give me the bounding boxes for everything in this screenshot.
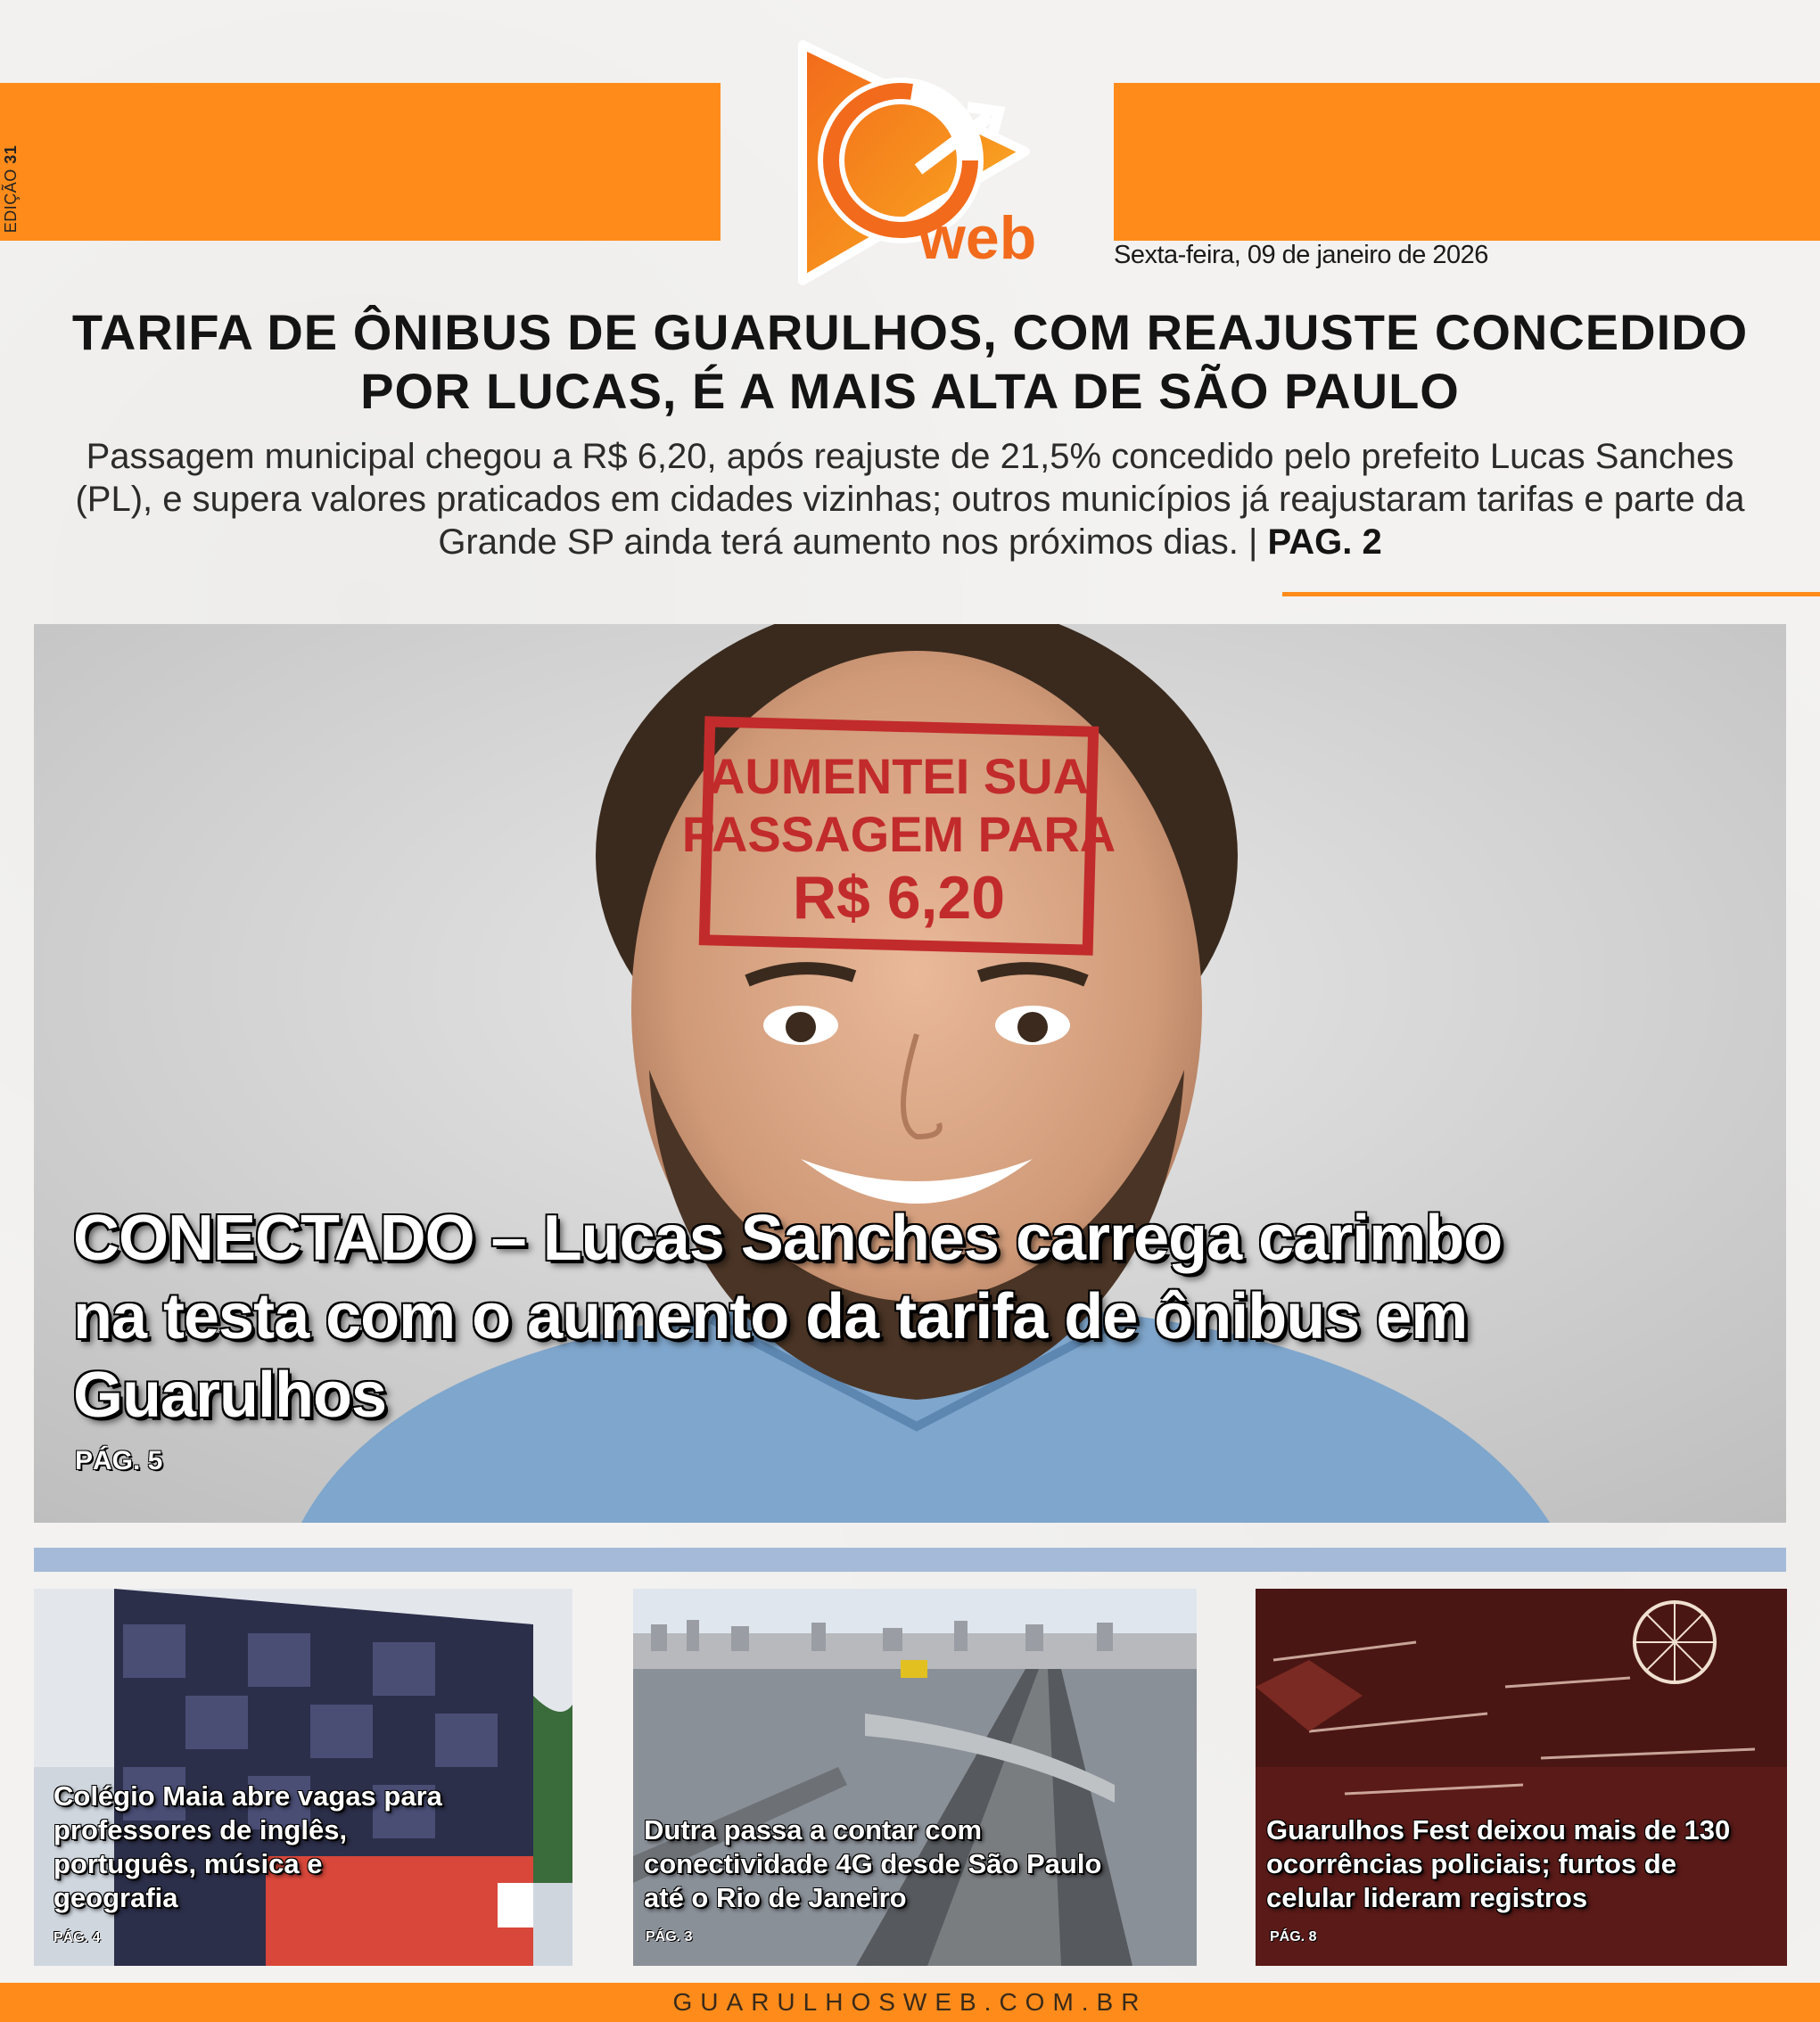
section-rule-orange xyxy=(1282,592,1820,596)
lead-headline-line1: TARIFA DE ÔNIBUS DE GUARULHOS, COM REAJUSTE CONCEDIDO xyxy=(71,304,1749,360)
stamp-line2: PASSAGEM PARA xyxy=(681,806,1116,862)
stamp-line1: AUMENTEI SUA xyxy=(708,748,1090,804)
edition-number: 31 xyxy=(2,144,20,164)
card-page-ref: PÁG. 4 xyxy=(54,1930,101,1945)
card-page-ref: PÁG. 8 xyxy=(1270,1929,1317,1944)
lead-subhead-text: Passagem municipal chegou a R$ 6,20, após reajuste de 21,5% concedido pelo prefeito Lucas Sanches (PL), e supera valores praticados em cidades vizinhas; outros municípios já reajustaram tarifas e parte da Grande SP ainda terá aumento nos próximos dias. | xyxy=(75,437,1745,562)
lead-subhead xyxy=(54,435,1766,563)
lead-page-ref[interactable]: PAG. 2 xyxy=(1267,522,1382,562)
edition-text: EDIÇÃO xyxy=(2,168,20,234)
masthead-bar-right xyxy=(1114,83,1820,241)
card-title: Guarulhos Fest deixou mais de 130 ocorrências policiais; furtos de celular lideram registros xyxy=(1266,1814,1731,1913)
section-rule-blue xyxy=(34,1548,1786,1572)
card-title: Dutra passa a contar com conectividade 4G desde São Paulo até o Rio de Janeiro xyxy=(644,1814,1102,1913)
news-card-dutra[interactable] xyxy=(633,1589,1197,1966)
lead-headline[interactable] xyxy=(27,303,1793,421)
brand-logo[interactable] xyxy=(785,27,1052,285)
lead-headline-line2: POR LUCAS, É A MAIS ALTA DE SÃO PAULO xyxy=(360,363,1460,419)
edition-label xyxy=(2,144,23,234)
card-title: Colégio Maia abre vagas para professores de inglês, português, música e geografia xyxy=(54,1780,442,1913)
issue-date: Sexta-feira, 09 de janeiro de 2026 xyxy=(1114,241,1488,269)
logo-wordmark: web xyxy=(918,204,1037,272)
hero-page-ref[interactable]: PÁG. 5 xyxy=(75,1446,163,1475)
hero-caption[interactable]: CONECTADO – Lucas Sanches carrega carimbo na testa com o aumento da tarifa de ônibus em Guarulhos xyxy=(73,1203,1503,1431)
news-card-guarulhos-fest[interactable] xyxy=(1256,1589,1787,1966)
masthead-bar-left xyxy=(0,83,721,241)
card-page-ref: PÁG. 3 xyxy=(646,1929,693,1944)
stamp-line3: R$ 6,20 xyxy=(792,864,1006,932)
footer-site-url[interactable]: GUARULHOSWEB.COM.BR xyxy=(0,1983,1820,2022)
news-card-colegio-maia[interactable] xyxy=(34,1589,572,1966)
